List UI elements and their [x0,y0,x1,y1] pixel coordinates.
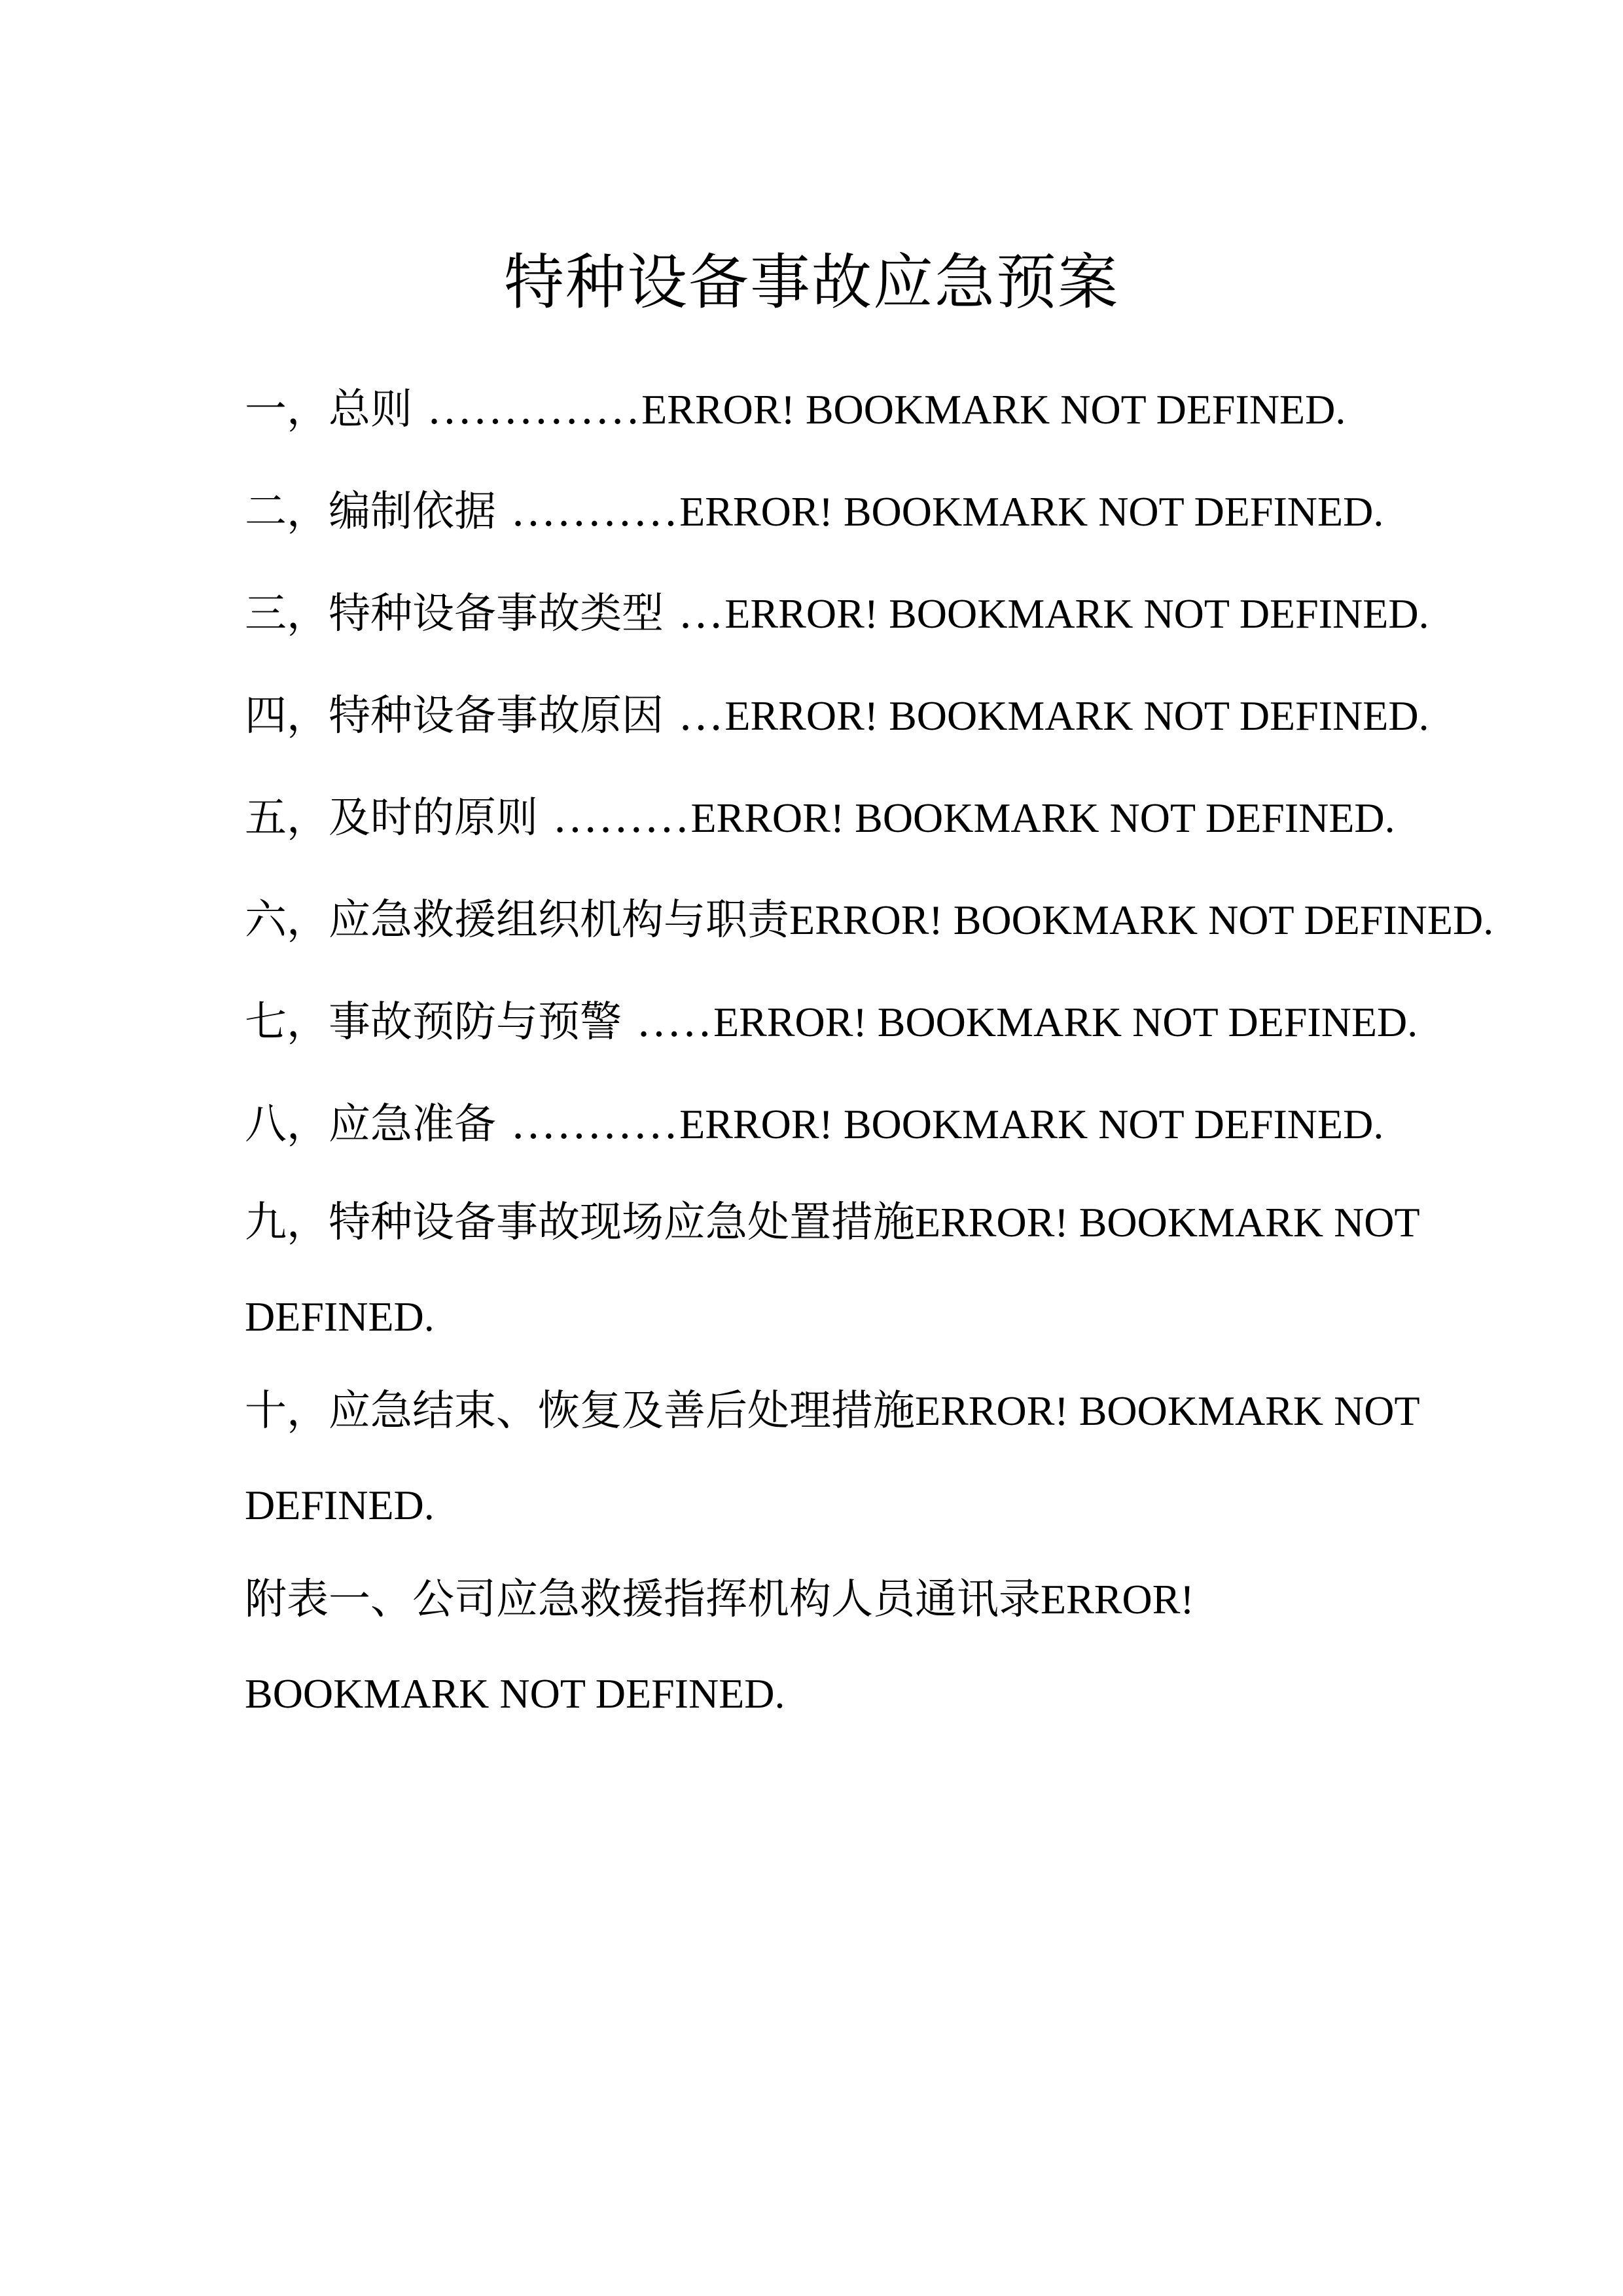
toc-entry-label: 附表一、公司应急救援指挥机构人员通讯录 [245,1575,1041,1624]
toc-dot-leader: ... [664,692,725,740]
toc-dot-leader: .............. [412,386,642,434]
toc-entry-label: 六，应急救援组织机构与职责 [245,896,789,944]
toc-page-ref: ERROR! BOOKMARK NOT DEFINED. [641,386,1346,433]
toc-entry-label: 三，特种设备事故类型 [245,590,664,638]
toc-page-ref: ERROR! BOOKMARK NOT DEFINED. [245,1199,1419,1340]
toc-entry-basis[interactable] [245,461,1436,563]
toc-page-ref: ERROR! BOOKMARK NOT DEFINED. [245,1388,1419,1528]
toc-page-ref: ERROR! BOOKMARK NOT DEFINED. [724,692,1429,739]
toc-entry-general[interactable] [245,359,1436,461]
toc-page-ref: ERROR! BOOKMARK NOT DEFINED. [789,897,1494,943]
toc-dot-leader: ......... [538,794,691,842]
toc-entry-accident-types[interactable] [245,563,1436,665]
toc-page-ref: ERROR! BOOKMARK NOT DEFINED. [245,1576,1194,1717]
toc-page-ref: ERROR! BOOKMARK NOT DEFINED. [690,795,1395,841]
toc-dot-leader: ..... [622,998,714,1047]
toc-entry-preparation[interactable] [245,1073,1436,1175]
toc-entry-label: 七，事故预防与预警 [245,998,622,1047]
toc-page-ref: ERROR! BOOKMARK NOT DEFINED. [679,1101,1384,1147]
toc-dot-leader: ........... [496,488,680,536]
document-title: 特种设备事故应急预案 [503,247,1119,317]
toc-entry-label: 二，编制依据 [245,488,496,536]
toc-page-ref: ERROR! BOOKMARK NOT DEFINED. [713,999,1418,1045]
toc-entry-label: 十，应急结束、恢复及善后处理措施 [245,1387,915,1435]
toc-entry-label: 四，特种设备事故原因 [245,692,664,740]
toc-entry-recovery[interactable] [245,1364,1436,1552]
toc-entry-label: 八，应急准备 [245,1100,496,1149]
toc-entry-accident-causes[interactable] [245,665,1436,767]
toc-dot-leader: ........... [496,1100,680,1149]
toc-page-ref: ERROR! BOOKMARK NOT DEFINED. [724,590,1429,637]
toc-page-ref: ERROR! BOOKMARK NOT DEFINED. [679,488,1384,535]
toc-entry-prevention[interactable] [245,971,1436,1073]
toc-entry-organization[interactable] [245,869,1494,971]
toc-entry-label: 五，及时的原则 [245,794,538,842]
toc-entry-appendix-directory[interactable] [245,1552,1436,1741]
toc-entry-label: 一，总则 [245,386,412,434]
toc-entry-onsite-measures[interactable] [245,1175,1436,1364]
toc-entry-label: 九，特种设备事故现场应急处置措施 [245,1198,915,1247]
table-of-contents [245,359,1494,1741]
toc-dot-leader: ... [664,590,725,638]
toc-entry-timely-principle[interactable] [245,767,1436,869]
